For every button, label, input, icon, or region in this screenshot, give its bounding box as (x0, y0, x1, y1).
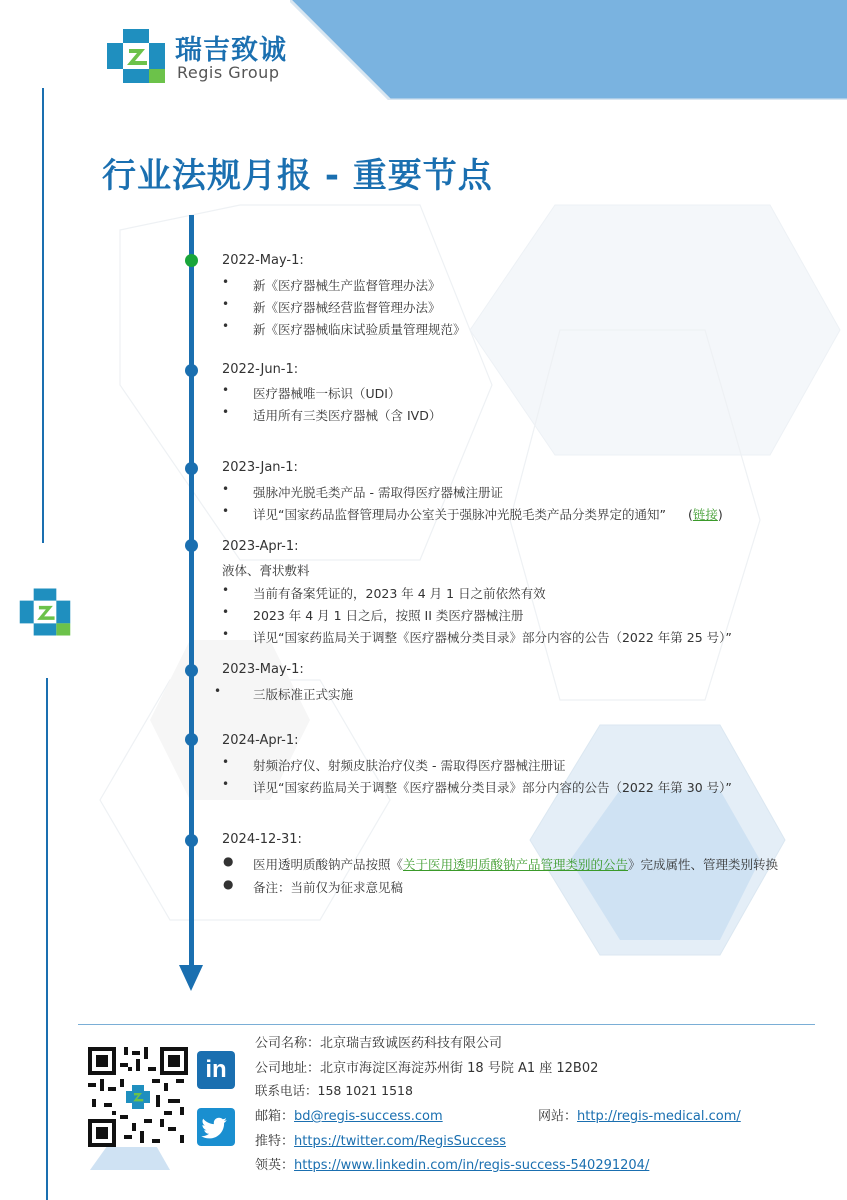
milestone-subheading: 液体、膏状敷料 (222, 563, 310, 578)
milestone-date: 2024-Apr-1: (222, 733, 299, 748)
company-name-row (255, 1032, 502, 1051)
bullet: • (222, 755, 230, 769)
email-row (255, 1105, 443, 1124)
bullet: • (222, 482, 230, 496)
milestone-item: 详见“国家药监局关于调整《医疗器械分类目录》部分内容的公告（2022 年第 25 号）” (253, 630, 732, 645)
linkedin-link[interactable]: https://www.linkedin.com/in/regis-success-540291204/ (294, 1158, 650, 1173)
milestone-item: 适用所有三类医疗器械（含 IVD） (253, 408, 442, 423)
milestone-item: 三版标准正式实施 (253, 687, 354, 702)
bullet: • (222, 583, 230, 597)
email-link[interactable]: bd@regis-success.com (294, 1109, 443, 1124)
regis-logo-icon (105, 27, 167, 85)
company-name: 北京瑞吉致诚医药科技有限公司 (320, 1036, 503, 1051)
footer-divider (78, 1024, 815, 1025)
timeline-dot (185, 254, 198, 267)
bullet: • (222, 777, 230, 791)
bullet: ● (223, 854, 234, 868)
milestone-item: 2023 年 4 月 1 日之后，按照 II 类医疗器械注册 (253, 608, 524, 623)
bullet: • (222, 383, 230, 397)
milestone-item (253, 855, 778, 873)
milestone-item: 备注：当前仅为征求意见稿 (253, 880, 404, 895)
milestone-item: 强脉冲光脱毛类产品 - 需取得医疗器械注册证 (253, 485, 503, 500)
qr-code-icon (88, 1047, 188, 1147)
timeline-dot (185, 733, 198, 746)
twitter-row (255, 1130, 506, 1149)
milestone-date: 2022-May-1: (222, 253, 304, 268)
linkedin-row (255, 1154, 649, 1173)
bullet: • (222, 405, 230, 419)
timeline-axis (189, 215, 194, 967)
page-title: 行业法规月报 - 重要节点 (102, 156, 493, 196)
hyaluronic-announcement-link[interactable]: 关于医用透明质酸钠产品管理类别的公告 (403, 857, 629, 872)
milestone-item: 当前有备案凭证的，2023 年 4 月 1 日之前依然有效 (253, 586, 546, 601)
timeline-dot (185, 834, 198, 847)
milestone-date: 2023-May-1: (222, 662, 304, 677)
company-address: 北京市海淀区海淀苏州街 18 号院 A1 座 12B02 (320, 1061, 599, 1076)
milestone-item: 新《医疗器械生产监督管理办法》 (253, 278, 441, 293)
timeline-dot (185, 462, 198, 475)
website-row (538, 1105, 741, 1124)
address-label: 公司地址： (255, 1061, 321, 1076)
milestone-item: 详见“国家药监局关于调整《医疗器械分类目录》部分内容的公告（2022 年第 30 号）” (253, 780, 732, 795)
bullet: • (222, 297, 230, 311)
twitter-label: 推特： (255, 1134, 295, 1149)
hyaluronic-prefix: 医用透明质酸钠产品按照《 (253, 857, 404, 872)
milestone-date: 2023-Apr-1: (222, 539, 299, 554)
phone-number: 158 1021 1518 (317, 1083, 413, 1098)
linkedin-label: 领英： (255, 1158, 295, 1173)
side-line-top (42, 88, 44, 543)
twitter-icon[interactable] (197, 1108, 235, 1146)
linkedin-icon[interactable]: in (197, 1051, 235, 1089)
company-address-row (255, 1057, 598, 1076)
bullet: • (222, 627, 230, 641)
milestone-item: 医疗器械唯一标识（UDI） (253, 386, 401, 401)
header-band (290, 0, 847, 100)
logo-english-name: Regis Group (177, 63, 280, 82)
milestone-date: 2022-Jun-1: (222, 362, 299, 377)
phone-label: 联系电话： (255, 1083, 318, 1098)
timeline-dot (185, 664, 198, 677)
milestone-item: 射频治疗仪、射频皮肤治疗仪类 - 需取得医疗器械注册证 (253, 758, 566, 773)
side-logo-icon (18, 585, 72, 639)
twitter-link[interactable]: https://twitter.com/RegisSuccess (294, 1134, 506, 1149)
milestone-item: 新《医疗器械临床试验质量管理规范》 (253, 322, 466, 337)
logo-chinese-name: 瑞吉致诚 (175, 35, 287, 66)
milestone-date: 2024-12-31: (222, 832, 302, 847)
phone-row (255, 1081, 413, 1099)
timeline-dot (185, 364, 198, 377)
bullet: • (222, 504, 230, 518)
timeline-dot (185, 539, 198, 552)
side-line-bottom (46, 678, 48, 1200)
timeline-arrow-icon (179, 965, 203, 991)
bullet: ● (223, 877, 234, 891)
milestone-item: 详见“国家药品监督管理局办公室关于强脉冲光脱毛类产品分类界定的通知” (链接) (253, 507, 723, 522)
bullet: • (222, 605, 230, 619)
bullet: • (222, 275, 230, 289)
website-link[interactable]: http://regis-medical.com/ (577, 1109, 741, 1124)
email-label: 邮箱： (255, 1109, 295, 1124)
hyaluronic-suffix: 》完成属性、管理类别转换 (628, 857, 779, 872)
milestone-date: 2023-Jan-1: (222, 460, 298, 475)
bullet: • (222, 319, 230, 333)
notice-link[interactable]: 链接 (692, 507, 718, 522)
company-label: 公司名称： (255, 1036, 321, 1051)
notice-text: 详见“国家药品监督管理局办公室关于强脉冲光脱毛类产品分类界定的通知” (253, 507, 666, 522)
website-label: 网站： (538, 1109, 578, 1124)
bullet: • (214, 684, 222, 698)
milestone-item: 新《医疗器械经营监督管理办法》 (253, 300, 441, 315)
